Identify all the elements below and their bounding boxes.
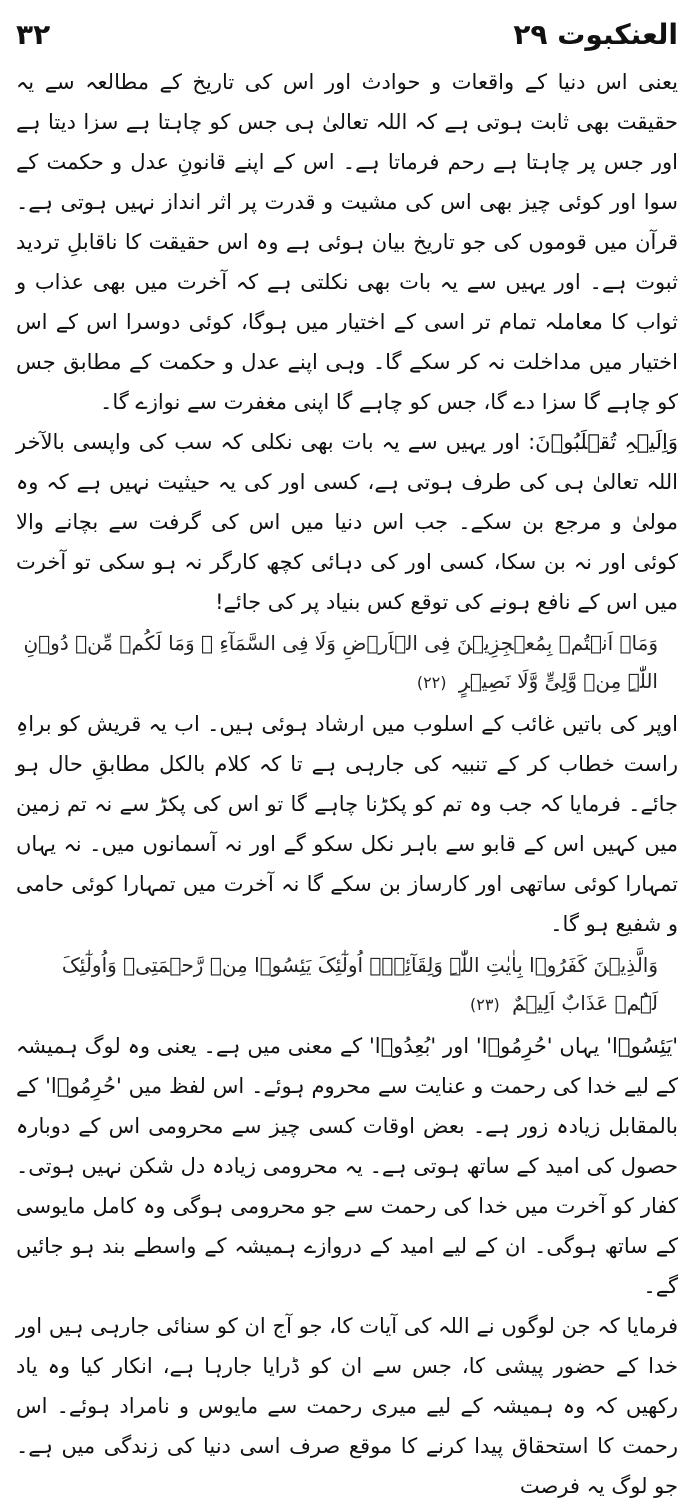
quran-verse	[16, 946, 678, 1024]
verse-number: (۲۳)	[470, 995, 500, 1014]
page-header	[16, 14, 678, 54]
verse-number: (۲۲)	[416, 673, 447, 692]
paragraph: 'یَئِسُوۡا' یہاں 'حُرِمُوۡا' اور 'بُعِدُوۡا' کے معنی میں ہے۔ یعنی وہ لوگ ہمیشہ کے لیے خدا کی رحمت و عنایت سے محروم ہوئے۔ اس لفظ میں 'حُرِمُوۡا' کے بالمقابل زیادہ زور ہے۔ بعض اوقات کسی چیز سے محرومی اس کے دوبارہ حصول کی امید کے ساتھ ہوتی ہے۔ یہ محرومی زیادہ دل شکن نہیں ہوتی۔ کفار کو آخرت میں خدا کی رحمت سے جو محرومی ہوگی وہ کامل مایوسی کے ساتھ ہوگی۔ ان کے لیے امید کے دروازے ہمیشہ کے واسطے بند ہو جائیں گے۔	[16, 1034, 678, 1298]
verse-text: وَالَّذِیۡنَ کَفَرُوۡا بِاٰیٰتِ اللّٰہِ وَلِقَآئِہٖۤ اُولٰٓئِکَ یَئِسُوۡا مِنۡ رَّحۡمَتِیۡ وَاُولٰٓئِکَ لَہُمۡ عَذَابٌ اَلِیۡمٌ	[61, 953, 658, 1015]
paragraph: فرمایا کہ جن لوگوں نے اللہ کی آیات کا، جو آج ان کو سنائی جارہی ہیں اور خدا کے حضور پیشی کا، جس سے ان کو ڈرایا جارہا ہے، انکار کیا وہ یاد رکھیں کہ وہ ہمیشہ کے لیے میری رحمت سے مایوس و نامراد ہوئے۔ اس رحمت کا استحقاق پیدا کرنے کا موقع صرف اسی دنیا کی زندگی میں ہے۔ جو لوگ یہ فرصت	[16, 1314, 678, 1498]
page-number: ۳۲	[16, 17, 51, 51]
verse-text: وَمَاۤ اَنۡتُمۡ بِمُعۡجِزِیۡنَ فِی الۡاَرۡضِ وَلَا فِی السَّمَآءِ ۫ وَمَا لَکُمۡ مِّنۡ دُوۡنِ اللّٰہِ مِنۡ وَّلِیٍّ وَّلَا نَصِیۡرٍ	[23, 631, 658, 693]
quran-verse	[16, 624, 678, 702]
paragraph: اوپر کی باتیں غائب کے اسلوب میں ارشاد ہوئی ہیں۔ اب یہ قریش کو براہِ راست خطاب کر کے تنبیہ کی جارہی ہے تا کہ کلام بالکل مطابقِ حال ہو جائے۔ فرمایا کہ جب وہ تم کو پکڑنا چاہے گا تو اس کی پکڑ سے نہ تم زمین میں کہیں اس کے قابو سے باہر نکل سکو گے اور نہ آسمانوں میں۔ نہ یہاں تمہارا کوئی ساتھی اور کارساز بن سکے گا نہ آخرت میں تمہارا کوئی حامی و شفیع ہو گا۔	[16, 712, 678, 936]
paragraph: وَاِلَیۡہِ تُقۡلَبُوۡنَ: اور یہیں سے یہ بات بھی نکلی کہ سب کی واپسی بالآخر اللہ تعالیٰ ہی کی طرف ہوتی ہے، کسی اور کی یہ حیثیت نہیں ہے کہ وہ مولیٰ و مرجع بن سکے۔ جب اس دنیا میں اس کی گرفت سے بچانے والا کوئی اور نہ بن سکا، کسی اور کی دہائی کچھ کارگر نہ ہو سکی تو آخرت میں اس کے نافع ہونے کی توقع کس بنیاد پر کی جائے!	[16, 430, 678, 614]
paragraph: یعنی اس دنیا کے واقعات و حوادث اور اس کی تاریخ کے مطالعہ سے یہ حقیقت بھی ثابت ہوتی ہے کہ اللہ تعالیٰ ہی جس کو چاہتا ہے سزا دیتا ہے اور جس پر چاہتا ہے رحم فرماتا ہے۔ اس کے اپنے قانونِ عدل و حکمت کے سوا اور کوئی چیز بھی اس کی مشیت و قدرت پر اثر انداز نہیں ہوتی ہے۔ قرآن میں قوموں کی جو تاریخ بیان ہوئی ہے وہ اس حقیقت کا ناقابلِ تردید ثبوت ہے۔ اور یہیں سے یہ بات بھی نکلتی ہے کہ آخرت میں بھی عذاب و ثواب کا معاملہ تمام تر اسی کے اختیار میں ہوگا، کوئی دوسرا اس کے اس اختیار میں مداخلت نہ کر سکے گا۔ وہی اپنے عدل و حکمت کے مطابق جس کو چاہے گا سزا دے گا، جس کو چاہے گا اپنی مغفرت سے نوازے گا۔	[16, 70, 678, 414]
surah-title: العنکبوت ۲۹	[513, 17, 678, 51]
